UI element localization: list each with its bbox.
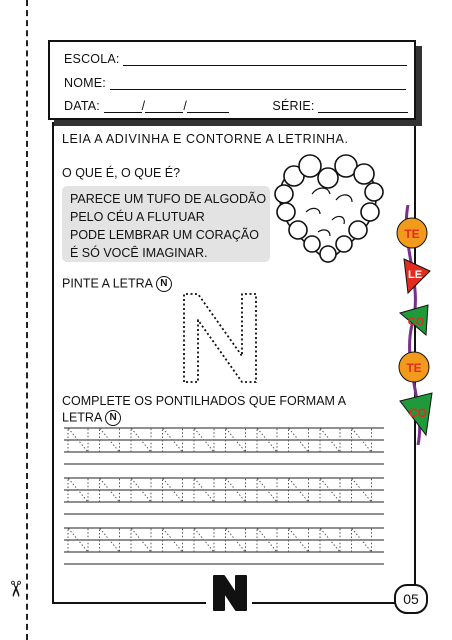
riddle-line: PODE LEMBRAR UM CORAÇÃO (70, 228, 259, 242)
paint-instruction: PINTE A LETRA (62, 276, 153, 291)
date-day-field[interactable] (104, 100, 142, 113)
dotted-letter-n[interactable] (180, 290, 260, 386)
name-row (64, 76, 406, 90)
letter-badge: N (156, 276, 172, 292)
name-label: NOME: (64, 76, 106, 90)
complete-instruction-line2: LETRA (62, 410, 102, 425)
ribbon-label: LE (407, 269, 423, 281)
ribbon-flag-le (404, 259, 430, 293)
complete-instruction-line1: COMPLETE OS PONTILHADOS QUE FORMAM A (62, 394, 347, 408)
school-row (64, 52, 407, 66)
date-month-field[interactable] (145, 100, 183, 113)
grade-label: SÉRIE: (272, 99, 315, 113)
question-text: O QUE É, O QUE É? (62, 166, 181, 180)
writing-practice-area[interactable] (62, 424, 388, 570)
ribbon-label: CO (409, 406, 427, 420)
bottom-letter-box (206, 572, 252, 612)
header-box (48, 40, 416, 120)
ribbon-label: TE (404, 227, 420, 241)
date-separator: / (183, 99, 188, 113)
riddle-line: É SÓ VOCÊ IMAGINAR. (70, 246, 208, 260)
school-field[interactable] (123, 53, 407, 66)
date-label: DATA: (64, 99, 100, 113)
syllable-ribbon (390, 205, 438, 445)
cut-line (26, 0, 28, 640)
riddle-box (62, 186, 270, 262)
cloud-heart-icon (272, 150, 384, 268)
ribbon-label: CO (407, 316, 425, 328)
ribbon-label: TE (406, 361, 422, 375)
riddle-line: PELO CÉU A FLUTUAR (70, 210, 205, 224)
paint-instruction-row (62, 276, 172, 292)
date-year-field[interactable] (187, 100, 229, 113)
ribbon-flag-co-2 (400, 393, 432, 435)
letter-badge: N (105, 410, 121, 426)
instruction-text: LEIA A ADIVINHA E CONTORNE A LETRINHA. (62, 132, 349, 146)
scissors-icon: ✂ (3, 579, 29, 599)
riddle-line: PARECE UM TUFO DE ALGODÃO (70, 192, 267, 206)
page-number: 05 (394, 584, 428, 614)
bold-letter-n (206, 572, 252, 612)
ribbon-flag-te-1 (397, 218, 427, 248)
school-label: ESCOLA: (64, 52, 120, 66)
name-field[interactable] (110, 77, 406, 90)
date-separator: / (141, 99, 146, 113)
grade-field[interactable] (318, 100, 408, 113)
ribbon-flag-co-1 (400, 305, 428, 335)
ribbon-flag-te-2 (399, 352, 429, 382)
date-row (64, 99, 408, 113)
